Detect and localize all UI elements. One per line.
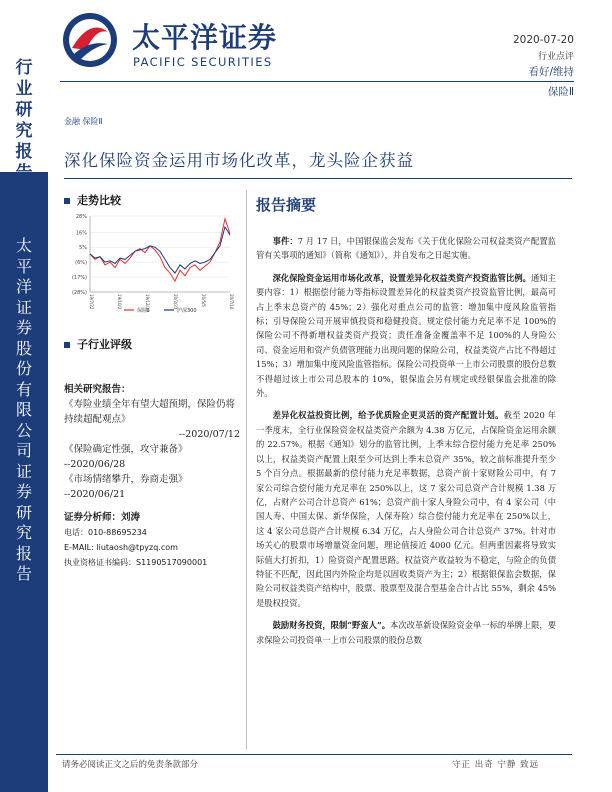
chart-y-tick-label: 16% [75,230,87,237]
summary-paragraph: 事件：7 月 17 日，中国银保监会发布《关于优化保险公司权益类资产配置监管有关事项的通知》（简称《通知》），并自发布之日起实施。 [256,236,556,261]
sub-rating-heading-text: 子行业评级 [77,338,132,351]
chart-y-tick-label: 28% [75,214,87,220]
chart-y-tick-label: 5% [79,245,87,252]
chart-y-tick-label: (28%) [71,290,87,296]
page-title: 深化保险资金运用市场化改革，龙头险企获益 [64,151,414,170]
related-heading: 相关研究报告： [64,384,131,395]
footer-disclaimer: 请务必阅读正文之后的免责条款部分 [62,760,199,770]
chart-legend-label: 沪深300 [177,308,197,314]
footer-divider [56,754,572,755]
summary-paragraph: 差异化权益投资比例，给予优质险企更灵活的资产配置计划。截至 2020 年一季度末，全行业保险资金权益类资产余额为 4.38 万亿元，占保险资金运用余额的 22.57%。根据《通知》划分的监管比例，上季末综合偿付能力充足率 250%以上，权益类资产配置上限至少可达到上季末总资产 35%，较之前标准提升至少 5 个百分点。根据最新的偿付能力充足率数据，总资产前十家财险公司中，有 7 家公司综合偿付能力充足率在 250%以上，这 7 家公司总资产合计规模 1.38 万亿，占财产公司合计总资产 61%；总资产前十家人身险公司中，有 4 家公司（中国人寿、中国太保、新华保险，人保寿险）综合偿付能力充足率在 250%以上，这 4 家公司总资产合计规模 6.34 万亿，占人身险公司合计总资产 37%。针对市场关心的股票市场增量资金问题，理论值接近 4000 亿元。但两重因素将导致实际值大打折扣，1）险资资产配置思路。权益资产收益较为不稳定，与险企的负债特征不匹配，因此国内外险企均是以固收类资产为主；2）根据银保监会数据，保险公司权益类资产结构中，股票、股票型及混合型基金合计占比 55%，剩余 45%是股权投资。 [256,410,556,608]
industry-rating: 看好/维持 [528,66,574,78]
related-date: --2020/06/28 [64,459,126,470]
section-marker-icon [64,342,70,348]
report-date: 2020-07-20 [512,34,574,46]
trend-heading-text: 走势比较 [77,194,121,207]
related-item[interactable]: 《市场情绪攀升，券商走强》 [64,474,188,485]
chart-legend-label: 保险Ⅱ [137,308,150,314]
chart-y-tick-label: (6%) [75,260,87,267]
sub-rating-heading [64,336,132,352]
section-marker-icon [64,198,70,204]
sector-name: 保险Ⅱ [547,86,574,98]
chart-y-tick-label: (17%) [71,275,87,282]
sidebar-company-label: 太 平 洋 证 券 股 份 有 限 公 司 证 券 研 究 报 告 [15,236,32,583]
analyst-phone: 电话：010-88695234 [64,528,147,537]
sidebar-report-category: 行 业 研 究 报 告 [15,58,33,183]
brand-name-en: PACIFIC SECURITIES [133,55,273,69]
trend-chart [64,210,236,320]
analyst-name: 证券分析师：刘涛 [64,512,141,523]
chart-series-line [90,227,230,273]
analyst-email[interactable]: E-MAIL: liutaosh@tpyzq.com [64,543,178,552]
chart-x-tick-label: 19/10/2 [117,294,122,310]
summary-paragraph: 深化保险资金运用市场化改革，设置差异化权益类资产投资监管比例。通知主要内容：1）根据偿付能力等指标设置差异化的权益类资产投资监管比例，最高可占上季末总资产的 45%；2）强化对重点公司的监管：增加集中度风险监管指标；引导保险公司开展审慎投资和稳健投资。规定偿付能力充足率不足 100%的保险公司不得新增权益类资产投资；责任准备金覆盖率不足 100%的人身险公司、资金运用和资产负债管理能力出现问题的保险公司，权益类资产占比不得超过 15%；3）增加集中度风险监管指标。保险公司投资单一上市公司股票的股份总数不得超过该上市公司总股本的 10%，银保监会另有规定或经银保监会批准的除外。 [256,272,556,399]
chart-x-tick-label: 19/7/22 [89,294,94,310]
summary-paragraph: 鼓励财务投资，限制“野蛮人”。本次改革新设保险资金单一标的举牌上限，要求保险公司投资单一上市公司股票的股份总数 [256,620,556,645]
column-divider [246,190,247,750]
related-date: --2020/07/12 [178,429,240,440]
related-reports [64,382,240,502]
analyst-info [64,510,240,570]
related-item[interactable]: 《保险确定性强，攻守兼备》 [64,444,188,455]
related-item[interactable]: 《寿险业绩全年有望大超预期，保险仍将持续超配观点》 [64,399,236,425]
title-divider [64,178,572,179]
trend-heading [64,192,121,208]
chart-x-tick-label: 19/12/13 [145,294,150,312]
chart-series-line [90,219,230,281]
footer-motto: 守正 出奇 宁静 致远 [452,760,540,770]
breadcrumb: 金融 保险Ⅱ [64,117,103,126]
chart-x-tick-label: 20/2/23 [173,294,178,310]
related-date: --2020/06/21 [64,489,126,500]
summary-body [256,234,556,655]
chart-x-tick-label: 20/5/5 [201,294,206,307]
report-type: 行业点评 [537,52,574,62]
summary-heading: 报告摘要 [256,196,317,214]
chart-x-tick-label: 20/7/16 [229,294,234,310]
brand-name-cn: 太平洋证券 [132,21,278,54]
pacific-logo-icon [60,10,120,70]
analyst-cert: 执业资格证书编码：S1190517090001 [64,558,208,567]
header-divider [60,81,574,82]
